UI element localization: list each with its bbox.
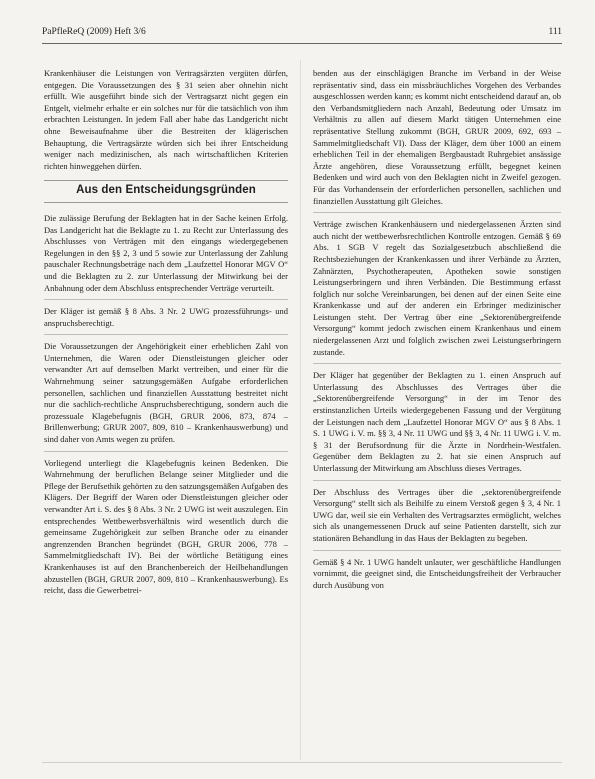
paragraph: Der Kläger hat gegenüber der Beklagten zu 1. einen Anspruch auf Unterlassung des Abschlusses des Vertrages über die „Sektorenübergreifende Versorgung“ in der im Tenor des erstinstanzlichen Urteils wiedergegebenen Fassung und der Vergütung der Leistungen nach dem „Laufzettel Honorar MGV O“ aus § 8 Abs. 1 S. 1 UWG i. V. m. §§ 3, 4 Nr. 11 UWG und §§ 3, 4 Nr. 11 UWG i. V. m. § 31 der Berufsordnung für die Ärzte in Nordrhein-Westfalen. Gegenüber dem Beklagten zu 2. hat sie einen Anspruch auf Unterlassung der Mitwirkung am Abschluss dieses Vertrages. — [313, 370, 561, 473]
section-title: Aus den Entscheidungsgründen — [76, 184, 256, 197]
right-column — [313, 68, 561, 596]
paragraph: Vorliegend unterliegt die Klagebefugnis keinen Bedenken. Die Wahrnehmung der beruflichen Belange seiner Mitglieder und die Pflege der Berufsethik gehörten zu den satzungsgemäßen Aufgaben des Klägers. Der Begriff der Waren oder Dienstleistungen gleicher oder verwandter Art i. S. des § 8 Abs. 3 Nr. 2 UWG ist weit auszulegen. Ein entsprechendes Wettbewerbsverhältnis wird wesentlich durch die gemeinsame Zugehörigkeit zur selben Branche oder zu einander angrenzenden Branchen begründet (BGH, GRUR 2006, 778 – Sammelmitgliedschaft IV). Bei der wörtliche Betätigung eines Krankenhauses ist auf den Branchenbereich der Heilbehandlungen abzustellen (BGH, GRUR 2007, 809, 810 – Krankenhauswerbung). Es reicht, dass die Gewerbetrei- — [44, 457, 288, 596]
paragraph: Der Abschluss des Vertrages über die „sektorenübergreifende Versorgung“ stellt sich als Beihilfe zu einem Verstoß gegen § 3, 4 Nr. 1 UWG dar, weil sie ein Verhalten des Vertragsarztes ermöglicht, welches sich als unangemessenen Druck auf seine Patienten darstellt, sich zur stationären Behandlung in das Haus der Beklagten zu begeben. — [313, 486, 561, 543]
paragraph: Gemäß § 4 Nr. 1 UWG handelt unlauter, wer geschäftliche Handlungen vornimmt, die geeignet sind, die Entscheidungsfreiheit der Verbraucher durch Ausübung von — [313, 556, 561, 590]
paragraph: Verträge zwischen Krankenhäusern und niedergelassenen Ärzten sind auch nicht der wettbewerbsrechtlichen Kontrolle entzogen. Gemäß § 69 Abs. 1 SGB V regelt das Sozialgesetzbuch abschließend die Rechtsbeziehungen der Krankenkassen und ihrer Verbände zu Ärzten, Zahnärzten, Psychotherapeuten, Apotheken sowie sonstigen Leistungserbringern und ihren Verbänden. Die Bestimmung erfasst folglich nur solche Vereinbarungen, bei denen auf der einen Seite eine Krankenkasse und auf der anderen ein Erbringer medizinischer Leistungen steht. Der Vertrag über eine „Sektorenübergreifende Versorgung“ kommt jedoch zwischen einem Krankenhaus und einem niedergelassenen Arzt und folglich zwischen zwei Leistungserbringern zustande. — [313, 219, 561, 357]
paragraph-divider — [44, 299, 288, 300]
page-bottom-rule — [42, 762, 562, 763]
column-gutter — [300, 60, 301, 760]
paragraph: Die zulässige Berufung der Beklagten hat in der Sache keinen Erfolg. Das Landgericht hat die Beklagte zu 1. zu Recht zur Unterlassung des Abschlusses von Verträgen mit den eingangs wiedergegebenen Regelungen in den §§ 2, 3 und 5 sowie zur Unterlassung der Zahlung pauschaler Rechnungsbeträge nach dem „Laufzettel Honorar MGV O“ und die Beklagten zu 2. zur Unterlassung der Mitwirkung bei der Anbahnung oder dem Abschluss entsprechender Verträge verurteilt. — [44, 212, 288, 293]
paragraph-divider — [313, 550, 561, 551]
running-header — [42, 23, 562, 44]
paragraph: Krankenhäuser die Leistungen von Vertragsärzten vergüten dürfen, entgegen. Die Voraussetzungen des § 31 seien aber ohnehin nicht erfüllt. Wie ausgeführt binde sich der Vertragsarzt nicht gegen ein Entgelt, vielmehr erhalte er ein solches nur für die tatsächlich von ihm erbrachten Leistungen. In jedem Fall aber habe das Landgericht nicht ohne Beweisaufnahme über die Bestreiten der klägerischen Behauptung, die Vertragsärzte würden sich bei ihrer Entscheidung weniger nach medizinischen, als nach wirtschaftlichen Kriterien richten hinweggehen dürfen. — [44, 68, 288, 171]
paragraph: Der Kläger ist gemäß § 8 Abs. 3 Nr. 2 UWG prozessführungs- und anspruchsberechtigt. — [44, 306, 288, 328]
journal-citation: PaPfleReQ (2009) Heft 3/6 — [42, 27, 146, 37]
section-heading-box — [44, 180, 288, 203]
paragraph-divider — [44, 334, 288, 335]
paragraph-divider — [313, 480, 561, 481]
left-column — [44, 68, 288, 602]
page-number: 111 — [548, 27, 562, 37]
paragraph: benden aus der einschlägigen Branche im Verband in der Weise repräsentativ sind, dass ein missbräuchliches Vorgehen des Verbandes ausgeschlossen werden kann; es kommt nicht entscheidend darauf an, ob den Verbandsmitgliedern nach Anzahl, Bedeutung oder Umsatz im Verhältnis zu allen auf diesem Markt tätigen Unternehmen eine repräsentative Stellung zukommt (BGH, GRUR 2009, 692, 693 – Sammelmitgliedschaft VI). Dass der Kläger, dem über 1000 an einem erheblichen Teil in der ehemaligen Bergbaustadt Ruhrgebiet ansässige Ärzte angehören, diese Voraussetzung erfüllt, begegnet keinen Bedenken und wird auch von den Beklagten nicht in Zweifel gezogen. Für das Vorhandensein der erforderlichen personellen, sachlichen und finanziellen Ausstattung gilt Gleiches. — [313, 68, 561, 206]
paragraph-divider — [313, 212, 561, 213]
paragraph-divider — [44, 451, 288, 452]
paragraph-divider — [313, 363, 561, 364]
paragraph: Die Voraussetzungen der Angehörigkeit einer erheblichen Zahl von Unternehmen, die Waren oder Dienstleistungen gleicher oder verwandter Art auf demselben Markt vertreiben, und einer für die Wahrnehmung seiner satzungsgemäßen Aufgabe erforderlichen personellen, sachlichen und finanziellen Ausstattung bestreitet nicht nur die sachlich-rechtliche Anspruchsberechtigung, sondern auch die prozessuale Klagebefugnis (BGH, GRUR 2006, 873, 874 – Brillenwerbung; GRUR 2007, 809, 810 – Krankenhauswerbung) und sind daher von Amts wegen zu prüfen. — [44, 341, 288, 445]
